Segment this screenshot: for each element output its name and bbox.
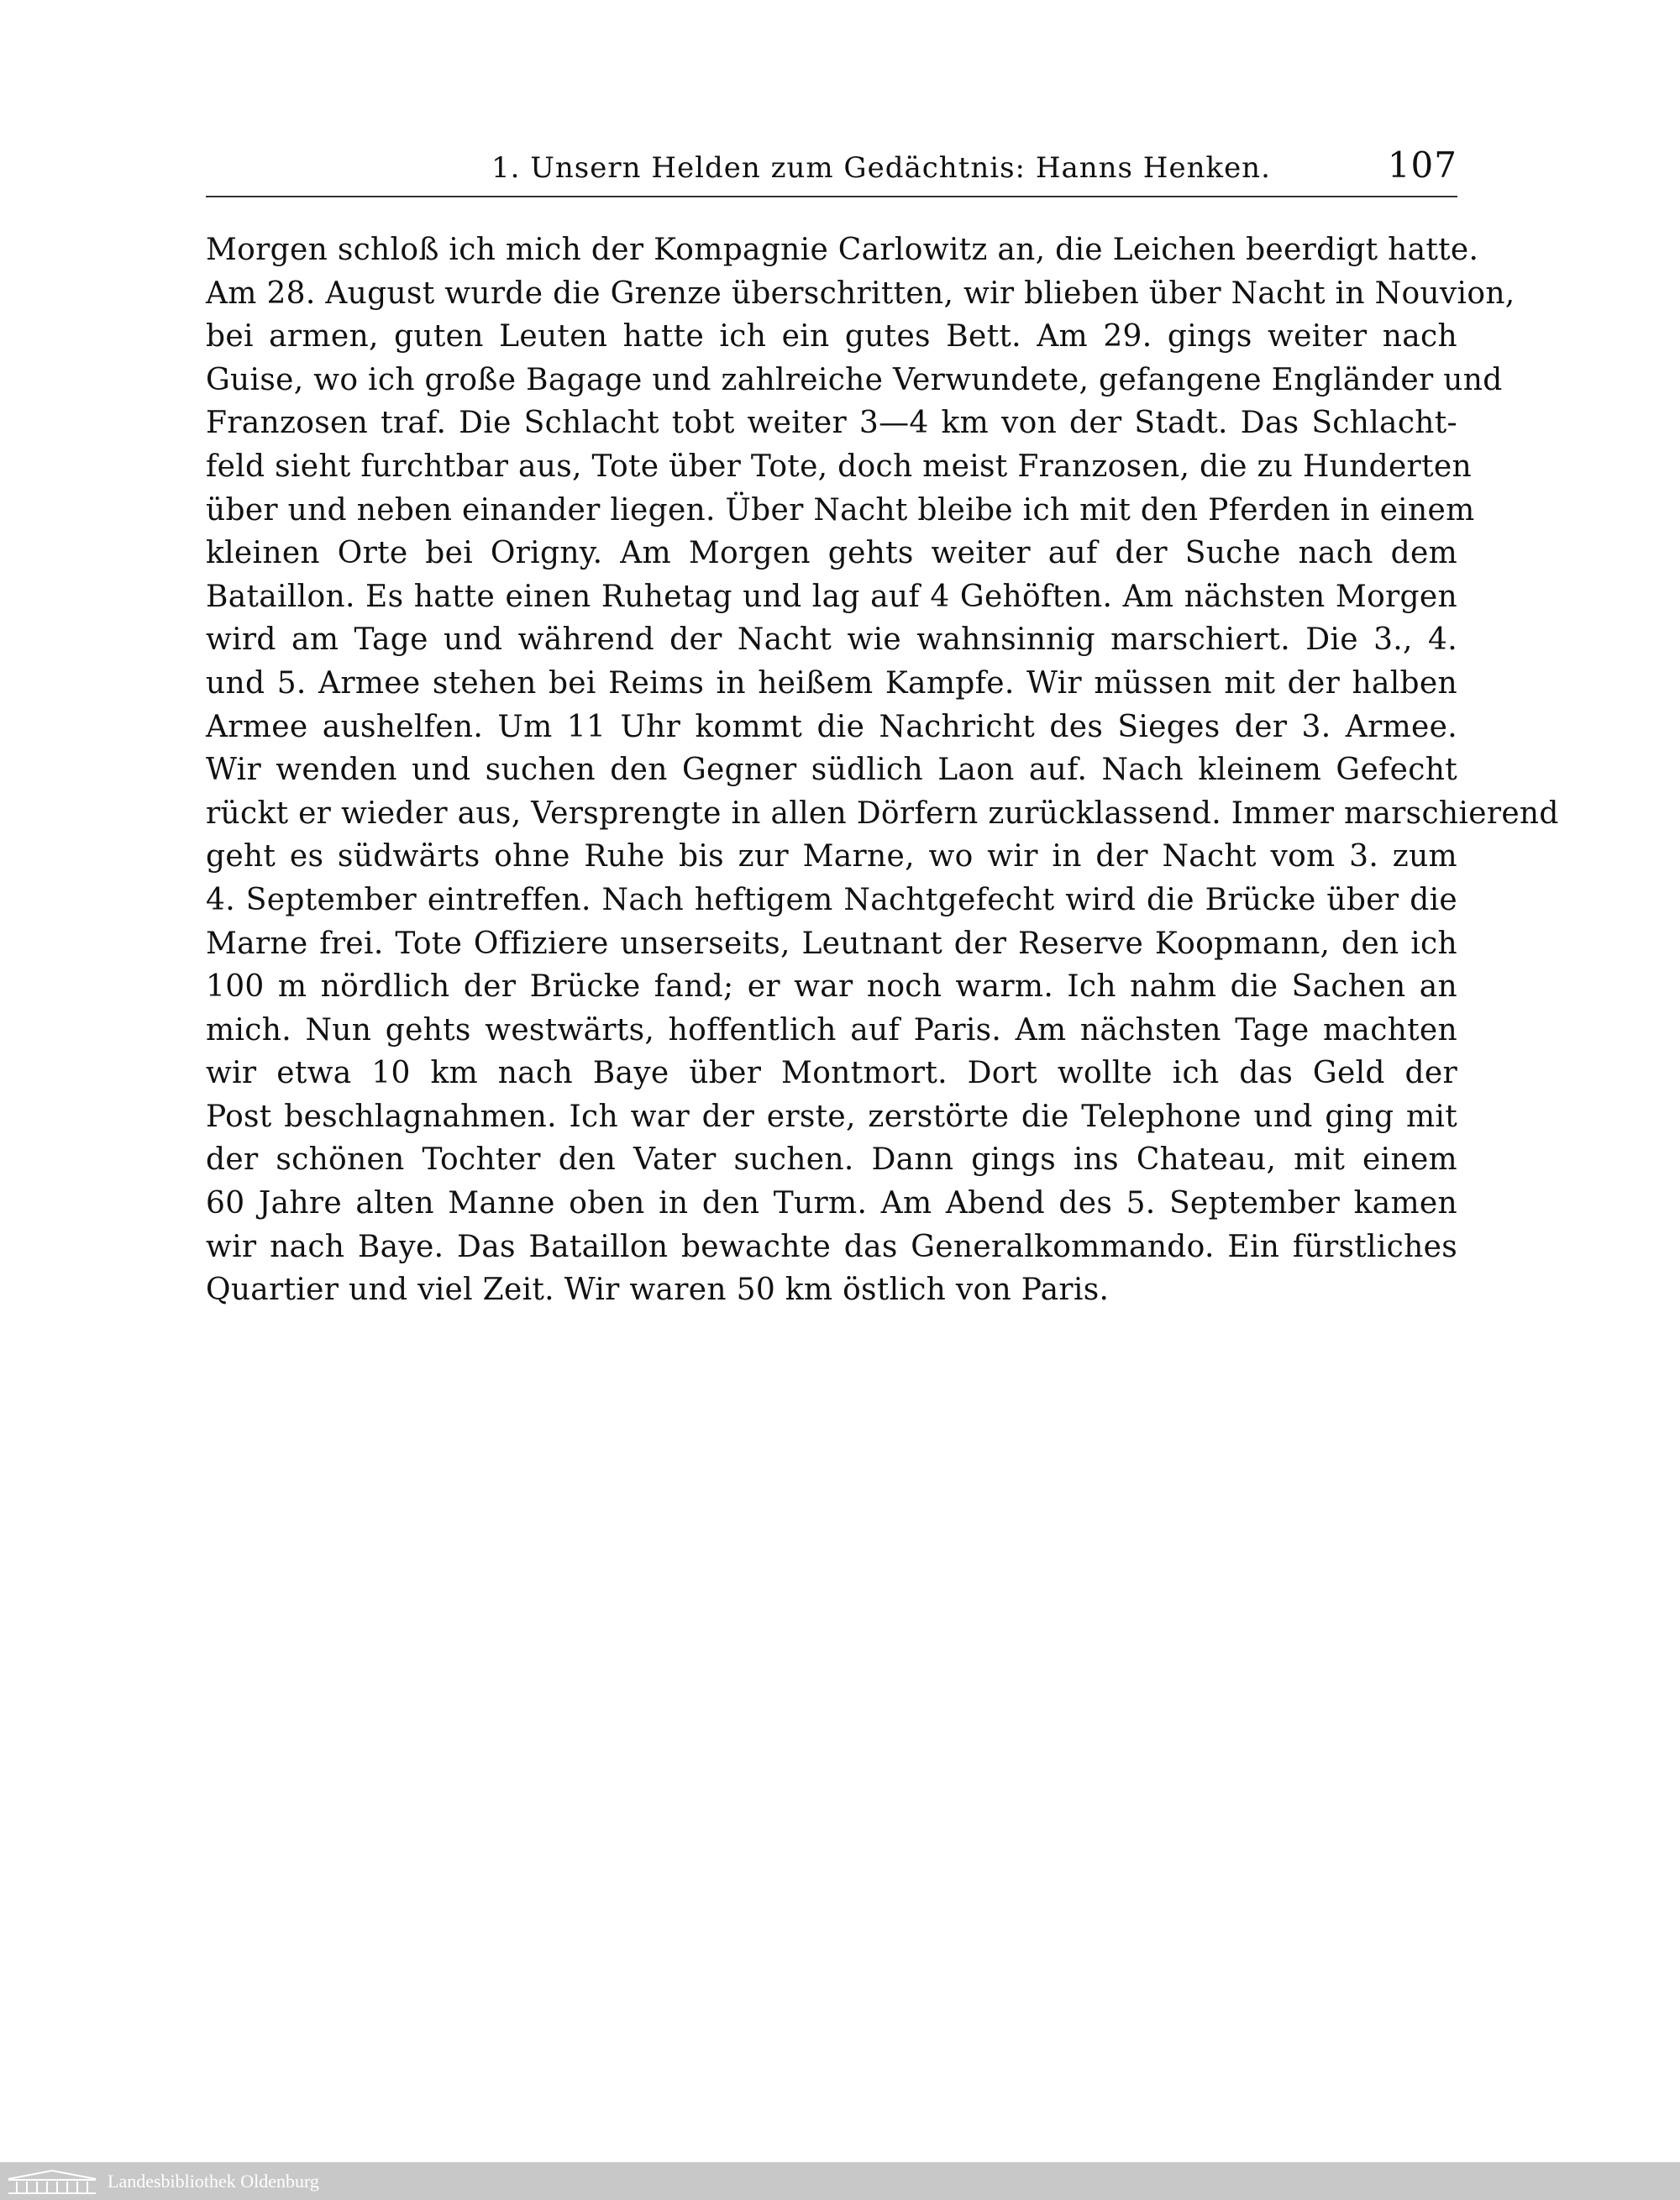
text-line: kleinen Orte bei Origny. Am Morgen gehts weiter auf der Suche nach dem: [206, 536, 1457, 571]
running-head: [206, 144, 1457, 195]
text-line: wird am Tage und während der Nacht wie wahnsinnig marschiert. Die 3., 4.: [206, 622, 1457, 658]
text-line: Post beschlagnahmen. Ich war der erste, zerstörte die Telephone und ging mit: [206, 1099, 1457, 1134]
text-line: 4. September eintreffen. Nach heftigem Nachtgefecht wird die Brücke über die: [206, 882, 1457, 917]
text-line: Franzosen traf. Die Schlacht tobt weiter 3—4 km von der Stadt. Das Schlacht-: [206, 406, 1457, 441]
text-line: 60 Jahre alten Manne oben in den Turm. Am Abend des 5. September kamen: [206, 1186, 1457, 1221]
text-line: wir nach Baye. Das Bataillon bewachte das Generalkommando. Ein fürstliches: [206, 1229, 1457, 1264]
text-line: und 5. Armee stehen bei Reims in heißem Kampfe. Wir müssen mit der halben: [206, 665, 1457, 701]
library-label: Landesbibliothek Oldenburg: [108, 2171, 319, 2192]
text-line: wir etwa 10 km nach Baye über Montmort. Dort wollte ich das Geld der: [206, 1056, 1457, 1091]
footer-bar: [0, 2162, 1680, 2200]
text-line: Marne frei. Tote Offiziere unserseits, Leutnant der Reserve Koopmann, den ich: [206, 926, 1457, 961]
text-line: Bataillon. Es hatte einen Ruhetag und lag auf 4 Gehöften. Am nächsten Morgen: [206, 579, 1457, 614]
text-line: über und neben einander liegen. Über Nacht bleibe ich mit den Pferden in einem: [206, 492, 1475, 528]
library-building-icon: [5, 2167, 99, 2196]
text-line: feld sieht furchtbar aus, Tote über Tote, doch meist Franzosen, die zu Hunderten: [206, 449, 1472, 484]
text-line: Guise, wo ich große Bagage und zahlreiche Verwundete, gefangene Engländer und: [206, 362, 1503, 397]
text-line: Am 28. August wurde die Grenze überschritten, wir blieben über Nacht in Nouvion,: [206, 276, 1515, 311]
text-line: Armee aushelfen. Um 11 Uhr kommt die Nachricht des Sieges der 3. Armee.: [206, 709, 1457, 744]
header-rule: [206, 196, 1457, 197]
text-line: Morgen schloß ich mich der Kompagnie Carlowitz an, die Leichen beerdigt hatte.: [206, 233, 1479, 267]
text-line: mich. Nun gehts westwärts, hoffentlich auf Paris. Am nächsten Tage machten: [206, 1012, 1457, 1047]
text-line: der schönen Tochter den Vater suchen. Dann gings ins Chateau, mit einem: [206, 1142, 1457, 1178]
text-line: Quartier und viel Zeit. Wir waren 50 km östlich von Paris.: [206, 1273, 1110, 1308]
body-text: [206, 228, 1559, 1312]
text-line: Wir wenden und suchen den Gegner südlich Laon auf. Nach kleinem Gefecht: [206, 753, 1457, 788]
text-line: geht es südwärts ohne Ruhe bis zur Marne, wo wir in der Nacht vom 3. zum: [206, 839, 1457, 874]
text-line: bei armen, guten Leuten hatte ich ein gutes Bett. Am 29. gings weiter nach: [206, 319, 1457, 354]
text-line: rückt er wieder aus, Versprengte in allen Dörfern zurücklassend. Immer marschierend: [206, 795, 1559, 831]
text-line: 100 m nördlich der Brücke fand; er war noch warm. Ich nahm die Sachen an: [206, 969, 1457, 1005]
page-number: 107: [1387, 144, 1457, 186]
running-title: 1. Unsern Helden zum Gedächtnis: Hanns Henken.: [491, 151, 1271, 185]
